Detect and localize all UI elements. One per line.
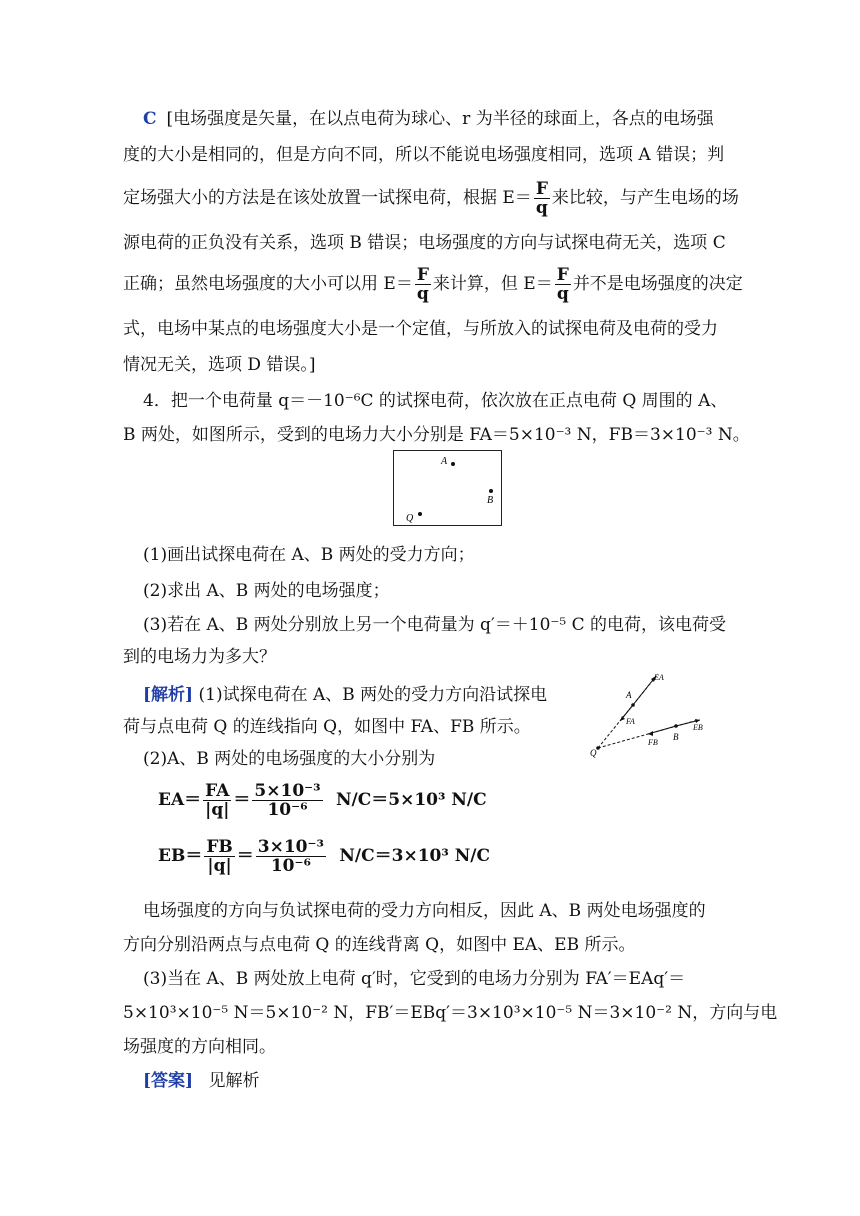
arrow-fa-head (620, 716, 625, 721)
question-3b: 到的电场力为多大？ (123, 647, 276, 667)
label-a: A (441, 456, 448, 467)
label-fb: FB (648, 738, 658, 747)
fraction-f-over-q (555, 266, 571, 303)
question-1: (1)画出试探电荷在 A、B 两处的受力方向； (143, 545, 475, 565)
question-2: (2)求出 A、B 两处的电场强度； (143, 581, 390, 601)
solution-line-6: (3)当在 A、B 两处放上电荷 q′时，它受到的电场力分别为 FA′＝EAq′＝ (143, 969, 686, 989)
solution-line-4: 电场强度的方向与负试探电荷的受力方向相反，因此 A、B 两处电场强度的 (143, 901, 706, 921)
equation-ea (158, 782, 487, 819)
question-3a: (3)若在 A、B 两处分别放上另一个电荷量为 q′＝＋10⁻⁵ C 的电荷，该电荷受 (143, 615, 727, 635)
answer-line-7: 情况无关，选项 D 错误。] (123, 355, 316, 375)
frac-den: 10⁻⁶ (270, 856, 311, 876)
answer-text: [电场强度是矢量，在以点电荷为球心、r 为半径的球面上，各点的电场强 (166, 109, 714, 129)
answer-line-5 (123, 266, 743, 303)
eq-left: EA＝ (158, 790, 202, 810)
label-ea: EA (654, 673, 664, 682)
point-a-dot (451, 462, 455, 466)
frac-num: 3×10⁻³ (257, 837, 324, 857)
point-a-dot (631, 703, 635, 707)
equation-eb (158, 838, 490, 875)
label-fa: FA (626, 717, 635, 726)
answer-choice: C (143, 109, 157, 129)
figure-charges-box (393, 450, 502, 526)
frac-num: F (535, 179, 548, 199)
fraction-fb-over-q (204, 838, 234, 875)
answer-tag: [答案] (143, 1071, 194, 1091)
frac-num: FA (205, 781, 230, 801)
label-b: B (487, 495, 494, 506)
fraction-value (252, 782, 322, 819)
text-segment: 来比较，与产生电场的场 (551, 188, 739, 208)
solution-line-5: 方向分别沿两点与点电荷 Q 的连线背离 Q，如图中 EA、EB 所示。 (123, 935, 636, 955)
label-q: Q (590, 748, 597, 758)
problem-line-2: B 两处，如图所示，受到的电场力大小分别是 FA＝5×10⁻³ N，FB＝3×10⁻³ N。 (123, 425, 750, 445)
answer-line-3 (123, 180, 739, 217)
fraction-f-over-q (415, 266, 431, 303)
text-segment: 定场强大小的方法是在该处放置一试探电荷，根据 E＝ (123, 188, 532, 208)
answer-line-6: 式，电场中某点的电场强度大小是一个定值，与所放入的试探电荷及电荷的受力 (123, 319, 718, 339)
solution-line-3: (2)A、B 两处的电场强度的大小分别为 (143, 749, 436, 769)
frac-num: 5×10⁻³ (254, 781, 321, 801)
fraction-f-over-q (534, 180, 550, 217)
problem-line-1: 4．把一个电荷量 q＝－10⁻⁶C 的试探电荷，依次放在正点电荷 Q 周围的 A、 (143, 391, 728, 411)
fraction-fa-over-q (203, 782, 231, 819)
solution-line-7: 5×10³×10⁻⁵ N＝5×10⁻² N，FB′＝EBq′＝3×10³×10⁻⁵ N＝3×10⁻² N，方向与电 (123, 1003, 778, 1023)
solution-line-8: 场强度的方向相同。 (123, 1037, 276, 1057)
frac-den: q (556, 284, 569, 304)
eq-sign: ＝ (233, 790, 251, 810)
frac-den: |q| (205, 800, 230, 820)
frac-den: q (535, 198, 548, 218)
point-b-dot (674, 724, 678, 728)
frac-den: |q| (207, 856, 232, 876)
text-segment: 来计算，但 E＝ (432, 274, 553, 294)
point-b-dot (489, 489, 493, 493)
eq-left: EB＝ (158, 846, 203, 866)
fraction-value (256, 838, 326, 875)
eq-right: N/C＝5×10³ N/C (335, 790, 487, 810)
point-q-dot (596, 746, 600, 750)
answer-text: 见解析 (208, 1071, 260, 1091)
answer-line-4: 源电荷的正负没有关系，选项 B 错误；电场强度的方向与试探电荷无关，选项 C (123, 233, 726, 253)
eq-right: N/C＝3×10³ N/C (339, 846, 490, 866)
frac-den: 10⁻⁶ (267, 800, 308, 820)
point-q-dot (418, 512, 422, 516)
text-segment: 并不是电场强度的决定 (572, 274, 743, 294)
answer-line-1 (123, 104, 714, 129)
label-b: B (673, 732, 679, 742)
text-segment: 正确；虽然电场强度的大小可以用 E＝ (123, 274, 413, 294)
answer-line-2: 度的大小是相同的，但是方向不同，所以不能说电场强度相同，选项 A 错误；判 (123, 145, 725, 165)
frac-num: F (556, 265, 569, 285)
label-eb: EB (693, 723, 703, 732)
frac-num: F (416, 265, 429, 285)
frac-den: q (416, 284, 429, 304)
frac-num: FB (206, 837, 233, 857)
label-a: A (626, 690, 632, 700)
eq-sign: ＝ (236, 846, 254, 866)
solution-tag: [解析] (143, 685, 194, 705)
figure-force-diagram (588, 668, 718, 760)
solution-line-1 (143, 680, 547, 705)
solution-line-2: 荷与点电荷 Q 的连线指向 Q，如图中 FA、FB 所示。 (123, 717, 531, 737)
label-q: Q (406, 513, 414, 524)
figure-charges-svg (394, 451, 501, 525)
solution-text: (1)试探电荷在 A、B 两处的受力方向沿试探电 (198, 685, 548, 705)
final-answer (143, 1066, 260, 1091)
